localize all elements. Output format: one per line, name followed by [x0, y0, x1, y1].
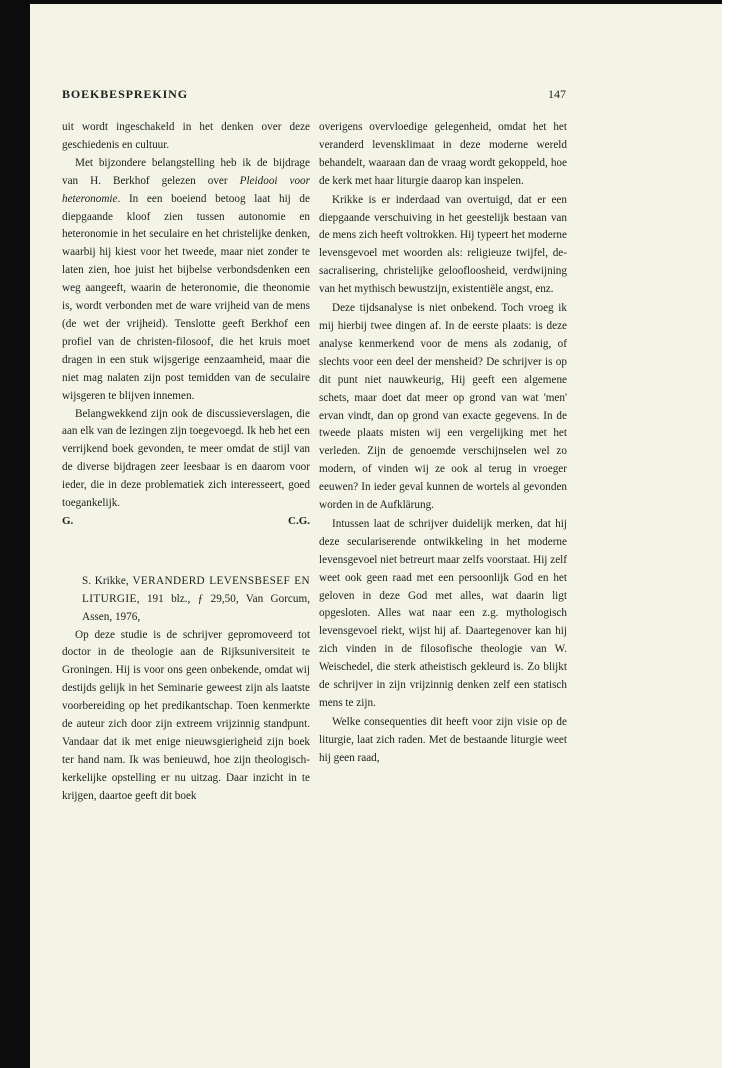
page-number: 147 — [548, 87, 566, 101]
book-title-pleidooi: Pleidooi voor heteronomie — [62, 174, 310, 205]
citation-author: S. Krikke, — [82, 574, 133, 587]
right-column — [319, 119, 567, 768]
right-paragraph-4: Intussen laat de schrijver duidelijk merken, dat hij deze seculariserende ontwikkeling in het moderne levensgevoel niet betreurt maar zelfs voorstaat. Hij zelf weet ook geen raad met een persoonlijk God en het geloven in deze God met alles, wat daarin ligt opgesloten. Alles wat naar een z.g. mythologisch levensgevoel riekt, wijst hij af. Daartegenover kan hij zich vinden in de filosofische theologie van W. Weischedel, die sterk atheistisch gekleurd is. Zo blijkt de schrijver in zijn vrijzinnig denken zelf een statisch mens te zijn. — [319, 517, 567, 709]
book-citation — [62, 573, 310, 627]
left-column — [62, 119, 310, 806]
scan-left-edge — [0, 0, 30, 1068]
right-paragraph-3: Deze tijdsanalyse is niet onbekend. Toch vroeg ik mij hierbij twee dingen af. In de eerste plaats: is deze analyse kenmerkend voor de mens als zodanig, of slechts voor een deel der mensheid? De schrijver is op dit punt niet nauwkeurig, Hij geeft een algemene schets, maar doet dat meer op grond van wat 'men' ervan vindt, dan op grond van exacte gegevens. In de tweede plaats misten wij een vergelijking met het verleden. Zijn de genoemde verschijnselen wel zo modern, of vinden wij ze ook al terug in vroeger eeuwen? In ieder geval kunnen de wortels al gevonden worden in de Aufklärung. — [319, 302, 567, 512]
scan-right-edge — [722, 0, 738, 1068]
left-paragraph-3: Belangwekkend zijn ook de discussieverslagen, die aan elk van de lezingen zijn toegevoegd. Ik heb het een verrijkend boek gevonden, te meer omdat de stijl van de diverse bijdragen zeer leesbaar is en daarom voor ieder, die in deze problematiek zich interesseert, goed toegankelijk. — [62, 407, 310, 510]
signature-left: G. — [62, 514, 74, 527]
left-paragraph-1: uit wordt ingeschakeld in het denken over deze geschiedenis en cultuur. — [62, 121, 310, 151]
left-paragraph-2-start: Met bijzondere belangstelling heb ik de bijdrage van H. Berkhof gelezen over — [62, 156, 310, 187]
left-paragraph-2-end: . In een boeiend betoog laat hij de diepgaande kloof zien tussen autonomie en heteronomie in het seculaire en het christelijke denken, waarbij hij kiest voor het tweede, maar niet zonder te laten zien, hoe juist het bijbelse verbondsdenken een weg aangeeft, waarin de heteronomie, die theonomie is, wordt verbonden met de ware vrijheid van de mens (de wet der vrijheid). Tenslotte geeft Berkhof een profiel van de christen-filosoof, die het kruis moet dragen in een stuk wijsgerige eenzaamheid, maar die niet mag nalaten zijn post temidden van de seculaire wijsgeren te blijven innemen. — [62, 192, 310, 402]
right-paragraph-2: Krikke is er inderdaad van overtuigd, dat er een diepgaande verschuiving in het geestelijk bestaan van de mens zich heeft voltrokken. Hij typeert het moderne levensgevoel met woorden als: religieuze twijfel, de-sacralisering, christelijke geloofloosheid, verdwijning van het mythisch bewustzijn, existentiële angst, enz. — [319, 193, 567, 296]
citation-title: VERANDERD LEVENSBESEF EN LITURGIE — [82, 574, 310, 605]
scan-top-edge — [0, 0, 738, 4]
left-paragraph-2 — [62, 155, 310, 406]
running-header: BOEKBESPREKING — [62, 87, 188, 101]
signature-row — [62, 513, 310, 531]
left-paragraph-4: Op deze studie is de schrijver gepromoveerd tot doctor in de theologie aan de Rijksuniversiteit te Groningen. Hij is voor ons geen onbekende, omdat wij destijds gelijk in het Seminarie geweest zijn als laatste voorbereiding op het predikantschap. Toen kenmerkte de auteur zich door zijn extreem vrijzinnig standpunt. Vandaar dat ik met enige nieuwsgierigheid zijn boek ter hand nam. Ik was benieuwd, hoe zijn theologisch-kerkelijke opstelling er nu uitzag. Daar inzicht in te krijgen, daartoe geeft dit boek — [62, 628, 310, 802]
right-paragraph-1: overigens overvloedige gelegenheid, omdat het het veranderd levensklimaat in deze moderne wereld behandelt, waaraan dan de vraag wordt gekoppeld, hoe de kerk met haar liturgie daarop kan inspelen. — [319, 121, 567, 187]
right-paragraph-5: Welke consequenties dit heeft voor zijn visie op de liturgie, laat zich raden. Met de bestaande liturgie weet hij geen raad, — [319, 715, 567, 764]
citation-details: , 191 blz., ƒ 29,50, Van Gorcum, Assen, 1976, — [82, 592, 310, 623]
signature-right: C.G. — [288, 514, 310, 527]
